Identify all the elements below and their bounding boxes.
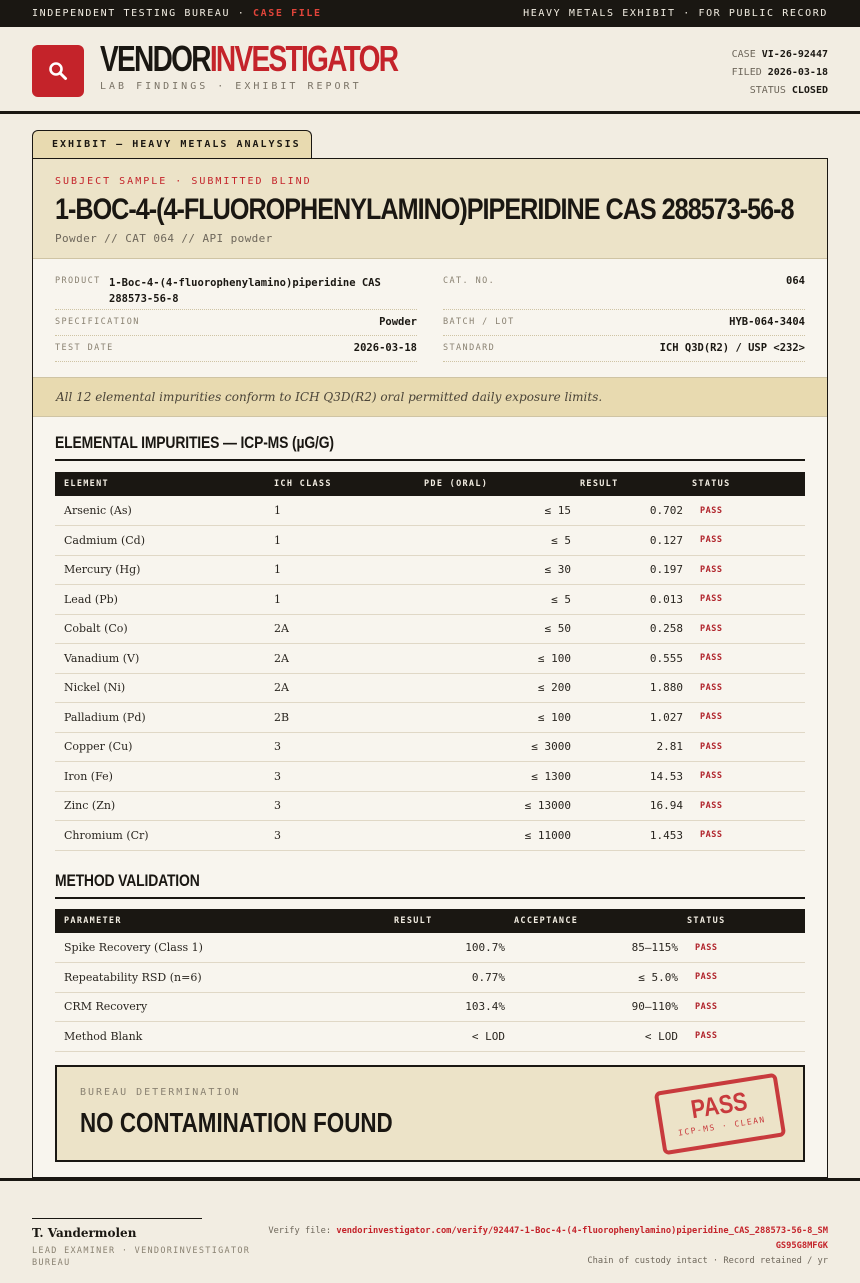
pde-cell: ≤ 50: [415, 614, 571, 644]
validation-header-row: [55, 909, 805, 933]
col-val-result: RESULT: [385, 909, 505, 933]
status-badge: PASS: [683, 526, 805, 556]
pde-cell: ≤ 5: [415, 585, 571, 615]
table-row: [55, 791, 805, 821]
table-row: [55, 644, 805, 674]
pde-cell: ≤ 15: [415, 496, 571, 526]
stamp-main: PASS: [688, 1085, 749, 1125]
top-bar-left: INDEPENDENT TESTING BUREAU · CASE FILE: [32, 8, 322, 19]
exhibit-tab[interactable]: EXHIBIT — HEAVY METALS ANALYSIS: [32, 130, 312, 159]
table-row: [55, 673, 805, 703]
signature-line: [32, 1218, 202, 1219]
result-cell: 16.94: [571, 791, 683, 821]
element-cell: Lead (Pb): [55, 585, 265, 615]
status-badge: PASS: [678, 963, 805, 993]
magnifier-icon: [47, 60, 69, 82]
validation-heading: METHOD VALIDATION: [55, 871, 805, 899]
element-cell: Nickel (Ni): [55, 673, 265, 703]
col-status: STATUS: [683, 472, 805, 496]
case-number: CASE VI-26-92447: [731, 49, 828, 60]
custody-note: Chain of custody intact · Record retained / yr: [587, 1256, 828, 1266]
ich-class-cell: 3: [265, 732, 415, 762]
case-meta: [732, 46, 828, 100]
col-ich-class: ICH CLASS: [265, 472, 415, 496]
subject-sample: [33, 159, 827, 259]
status-badge: PASS: [678, 933, 805, 963]
pde-cell: ≤ 3000: [415, 732, 571, 762]
conformance-note: All 12 elemental impurities conform to ICH Q3D(R2) oral permitted daily exposure limits.: [33, 377, 827, 417]
ich-class-cell: 2A: [265, 644, 415, 674]
status-badge: PASS: [683, 644, 805, 674]
ich-class-cell: 1: [265, 585, 415, 615]
col-parameter: PARAMETER: [55, 909, 385, 933]
result-cell: 1.027: [571, 703, 683, 733]
status-badge: PASS: [683, 703, 805, 733]
pde-cell: ≤ 100: [415, 703, 571, 733]
parameter-cell: Spike Recovery (Class 1): [55, 933, 385, 963]
subject-eyebrow: SUBJECT SAMPLE · SUBMITTED BLIND: [55, 176, 312, 187]
element-cell: Copper (Cu): [55, 732, 265, 762]
result-cell: 0.702: [571, 496, 683, 526]
case-file-label: CASE FILE: [253, 8, 322, 19]
spec-value: Powder: [379, 316, 417, 328]
status-badge: PASS: [683, 496, 805, 526]
pde-cell: ≤ 5: [415, 526, 571, 556]
header: [0, 27, 860, 114]
cat-value: 064: [786, 275, 805, 287]
validation-table: [55, 909, 805, 1052]
element-cell: Chromium (Cr): [55, 821, 265, 851]
verify-link[interactable]: vendorinvestigator.com/verify/92447-1-Boc-4-(4-fluorophenylamino)piperidine_CAS_288573-56-8_SMGS95G8MFGK: [336, 1226, 828, 1251]
table-row: [55, 1022, 805, 1052]
ich-class-cell: 2A: [265, 614, 415, 644]
result-cell: 0.197: [571, 555, 683, 585]
acceptance-cell: < LOD: [505, 1022, 678, 1052]
determination-label: BUREAU DETERMINATION: [80, 1087, 241, 1098]
element-cell: Cobalt (Co): [55, 614, 265, 644]
fact-test-date: TEST DATE 2026-03-18: [55, 336, 417, 362]
col-pde: PDE (ORAL): [415, 472, 571, 496]
fact-product: PRODUCT 1-Boc-4-(4-fluorophenylamino)piperidine CAS 288573-56-8: [55, 269, 417, 310]
element-cell: Vanadium (V): [55, 644, 265, 674]
bureau-determination: [55, 1065, 805, 1162]
element-cell: Iron (Fe): [55, 762, 265, 792]
brand-subtitle: LAB FINDINGS · EXHIBIT REPORT: [100, 81, 362, 92]
ich-class-cell: 2B: [265, 703, 415, 733]
result-cell: 0.555: [571, 644, 683, 674]
result-cell: 2.81: [571, 732, 683, 762]
exhibit-panel: [32, 158, 828, 1178]
pass-stamp: [654, 1073, 786, 1156]
product-value: 1-Boc-4-(4-fluorophenylamino)piperidine CAS 288573-56-8: [109, 277, 381, 305]
pde-cell: ≤ 30: [415, 555, 571, 585]
ich-class-cell: 3: [265, 791, 415, 821]
table-row: [55, 933, 805, 963]
val-result-cell: 0.77%: [385, 963, 505, 993]
col-element: ELEMENT: [55, 472, 265, 496]
val-result-cell: 103.4%: [385, 992, 505, 1022]
ich-class-cell: 1: [265, 496, 415, 526]
table-row: [55, 614, 805, 644]
top-bar-right: HEAVY METALS EXHIBIT · FOR PUBLIC RECORD: [523, 8, 828, 19]
filed-date: FILED 2026-03-18: [731, 67, 828, 78]
status-badge: PASS: [678, 992, 805, 1022]
element-cell: Cadmium (Cd): [55, 526, 265, 556]
fact-specification: SPECIFICATION Powder: [55, 310, 417, 336]
result-cell: 0.127: [571, 526, 683, 556]
ich-class-cell: 3: [265, 821, 415, 851]
brand-part-investigator: INVESTIGATOR: [209, 38, 398, 79]
parameter-cell: CRM Recovery: [55, 992, 385, 1022]
table-row: [55, 762, 805, 792]
ich-class-cell: 2A: [265, 673, 415, 703]
signer-name: T. Vandermolen: [32, 1226, 137, 1240]
status-badge: PASS: [678, 1022, 805, 1052]
top-bar: [0, 0, 860, 27]
col-val-status: STATUS: [678, 909, 805, 933]
fact-batch: BATCH / LOT HYB-064-3404: [443, 310, 805, 336]
status-badge: PASS: [683, 555, 805, 585]
col-result: RESULT: [571, 472, 683, 496]
brand-part-vendor: VENDOR: [100, 38, 210, 79]
impurities-header-row: [55, 472, 805, 496]
batch-value: HYB-064-3404: [729, 316, 805, 328]
table-row: [55, 703, 805, 733]
impurities-heading: ELEMENTAL IMPURITIES — ICP-MS (µG/G): [55, 433, 805, 461]
status-badge: PASS: [683, 614, 805, 644]
status-badge: PASS: [683, 673, 805, 703]
status-badge: PASS: [683, 791, 805, 821]
standard-value: ICH Q3D(R2) / USP <232>: [659, 342, 805, 354]
parameter-cell: Repeatability RSD (n=6): [55, 963, 385, 993]
result-cell: 14.53: [571, 762, 683, 792]
pde-cell: ≤ 13000: [415, 791, 571, 821]
test-date-value: 2026-03-18: [353, 342, 417, 354]
table-row: [55, 963, 805, 993]
ich-class-cell: 1: [265, 526, 415, 556]
col-acceptance: ACCEPTANCE: [505, 909, 678, 933]
case-status: STATUS CLOSED: [749, 85, 828, 96]
table-row: [55, 992, 805, 1022]
fact-standard: STANDARD ICH Q3D(R2) / USP <232>: [443, 336, 805, 362]
val-result-cell: < LOD: [385, 1022, 505, 1052]
result-cell: 0.258: [571, 614, 683, 644]
verify-label: Verify file:: [268, 1226, 332, 1236]
status-badge: PASS: [683, 821, 805, 851]
val-result-cell: 100.7%: [385, 933, 505, 963]
impurities-table: [55, 472, 805, 851]
signer-role: LEAD EXAMINER · VENDORINVESTIGATOR BUREAU: [32, 1246, 251, 1268]
ich-class-cell: 1: [265, 555, 415, 585]
verify-block: [268, 1224, 828, 1269]
element-cell: Arsenic (As): [55, 496, 265, 526]
logo[interactable]: [32, 45, 84, 97]
brand-wordmark[interactable]: [100, 38, 398, 79]
pde-cell: ≤ 200: [415, 673, 571, 703]
result-cell: 0.013: [571, 585, 683, 615]
fact-cat-no: CAT. NO. 064: [443, 269, 805, 310]
ich-class-cell: 3: [265, 762, 415, 792]
acceptance-cell: 85–115%: [505, 933, 678, 963]
table-row: [55, 496, 805, 526]
element-cell: Zinc (Zn): [55, 791, 265, 821]
element-cell: Palladium (Pd): [55, 703, 265, 733]
status-badge: PASS: [683, 762, 805, 792]
table-row: [55, 585, 805, 615]
stamp-sub: ICP-MS · CLEAN: [677, 1114, 767, 1138]
subject-tags: Powder // CAT 064 // API powder: [55, 232, 273, 245]
result-cell: 1.453: [571, 821, 683, 851]
status-badge: PASS: [683, 585, 805, 615]
table-row: [55, 555, 805, 585]
acceptance-cell: 90–110%: [505, 992, 678, 1022]
pde-cell: ≤ 100: [415, 644, 571, 674]
table-row: [55, 732, 805, 762]
table-row: [55, 526, 805, 556]
acceptance-cell: ≤ 5.0%: [505, 963, 678, 993]
result-cell: 1.880: [571, 673, 683, 703]
table-row: [55, 821, 805, 851]
parameter-cell: Method Blank: [55, 1022, 385, 1052]
element-cell: Mercury (Hg): [55, 555, 265, 585]
pde-cell: ≤ 1300: [415, 762, 571, 792]
pde-cell: ≤ 11000: [415, 821, 571, 851]
status-badge: PASS: [683, 732, 805, 762]
subject-title: 1-BOC-4-(4-FLUOROPHENYLAMINO)PIPERIDINE CAS 288573-56-8: [55, 193, 794, 226]
determination-verdict: NO CONTAMINATION FOUND: [80, 1107, 393, 1138]
footer: [0, 1178, 860, 1283]
